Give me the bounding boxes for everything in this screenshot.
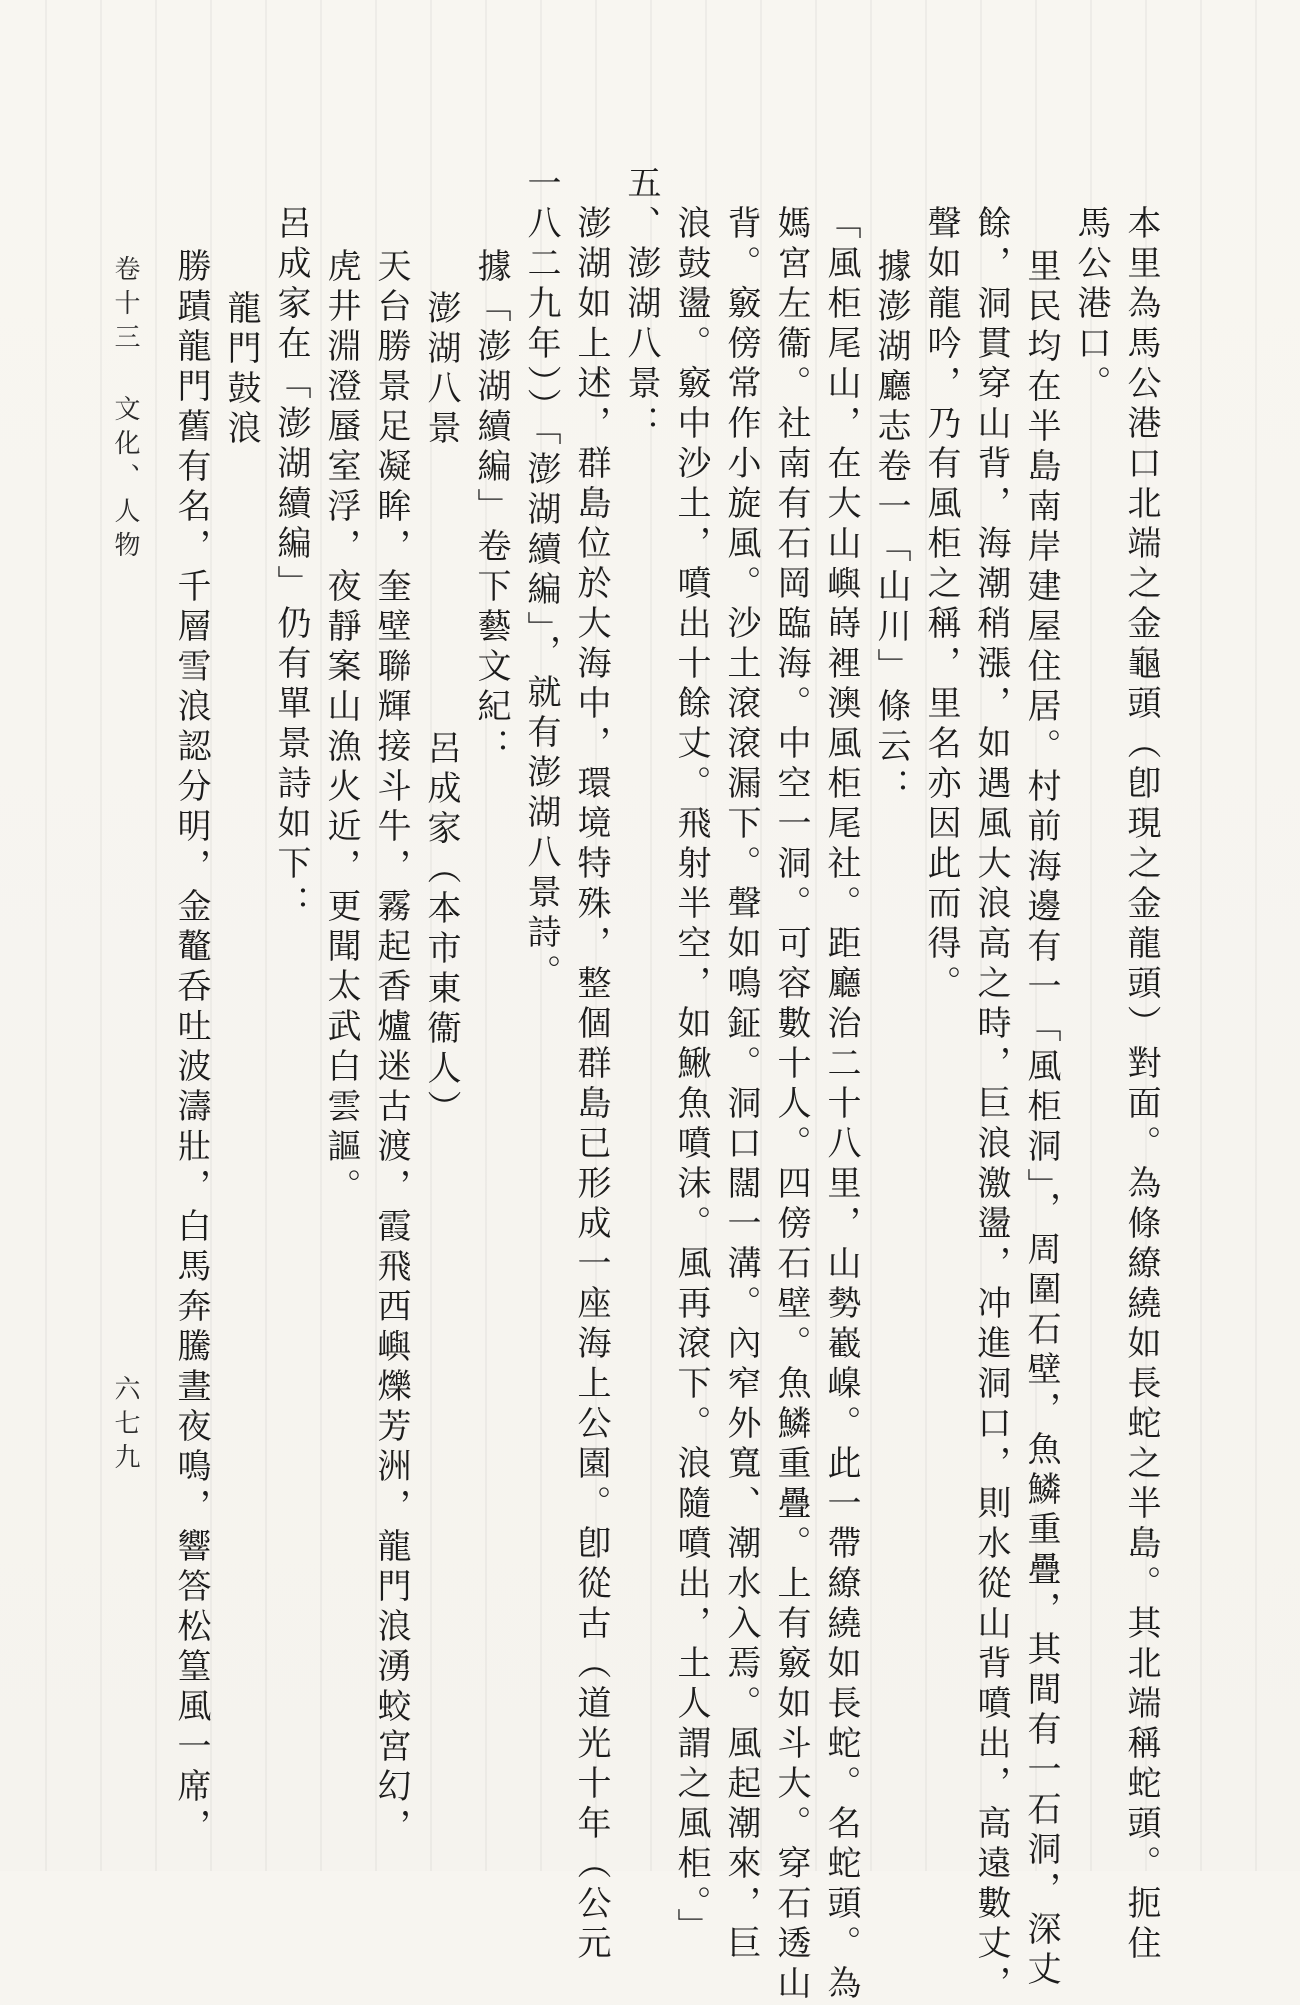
chapter-label: 卷十三: [110, 255, 140, 357]
section-label: 文化、人物: [110, 395, 140, 565]
text-column-12: 澎湖如上述，群島位於大海中，環境特殊，整個群島已形成一座海上公園。卽從古（道光十年（公元: [571, 205, 611, 1965]
text-column-20: 勝蹟龍門舊有名，千層雪浪認分明，金鼇呑吐波濤壯，白馬奔騰晝夜鳴，響答松篁風一席，: [171, 248, 211, 1848]
text-column-10: 浪鼓盪。竅中沙土，噴出十餘丈。飛射半空，如鰍魚噴沫。風再滾下。浪隨噴出，土人謂之風柜。」: [671, 205, 711, 1948]
text-column-18: 呂成家在「澎湖續編」仍有單景詩如下：: [271, 205, 311, 925]
text-column-14: 據「澎湖續編」卷下藝文紀：: [471, 248, 511, 768]
text-column-16: 天台勝景足凝眸，奎壁聯輝接斗牛，霧起香爐迷古渡，霞飛西嶼爍芳洲，龍門浪湧蛟宮幻，: [371, 248, 411, 1848]
text-column-17: 虎井淵澄蜃室浮，夜靜案山漁火近，更聞太武白雲謳。: [321, 248, 361, 1208]
text-column-1: 本里為馬公港口北端之金龜頭（卽現之金龍頭）對面。為條繚繞如長蛇之半島。其北端稱蛇頭。扼住: [1121, 205, 1161, 1965]
text-column-6: 據澎湖廳志卷一「山川」條云：: [871, 248, 911, 808]
page-number: 六七九: [110, 1375, 140, 1477]
text-column-8: 媽宮左衞。社南有石岡臨海。中空一洞。可容數十人。四傍石壁。魚鱗重疊。上有竅如斗大。穿石透山: [771, 205, 811, 2005]
text-column-7: 「風柜尾山，在大山嶼嵵裡澳風柜尾社。距廳治二十八里，山勢嶻嵲。此一帶繚繞如長蛇。名蛇頭。為: [821, 205, 861, 2005]
text-column-2: 馬公港口。: [1071, 205, 1111, 405]
text-column-3: 里民均在半島南岸建屋住居。村前海邊有一「風柜洞」，周圍石壁，魚鱗重疊，其間有一石洞，深丈: [1021, 248, 1061, 1991]
text-column-13: 一八二九年））「澎湖續編」，就有澎湖八景詩。: [521, 165, 561, 994]
text-column-15: 澎湖八景 呂成家（本市東衞人）: [421, 290, 461, 1130]
text-column-4: 餘，洞貫穿山背，海潮稍漲，如遇風大浪高之時，巨浪激盪，冲進洞口，則水從山背噴出，高遠數丈，: [971, 205, 1011, 2005]
text-column-19: 龍門鼓浪: [221, 290, 261, 450]
text-column-9: 背。竅傍常作小旋風。沙土滾滾漏下。聲如鳴鉦。洞口闊一溝。內窄外寬、潮水入焉。風起潮來，巨: [721, 205, 761, 1965]
text-column-11: 五、澎湖八景：: [621, 165, 661, 445]
text-column-5: 聲如龍吟，乃有風柜之稱，里名亦因此而得。: [921, 205, 961, 1005]
